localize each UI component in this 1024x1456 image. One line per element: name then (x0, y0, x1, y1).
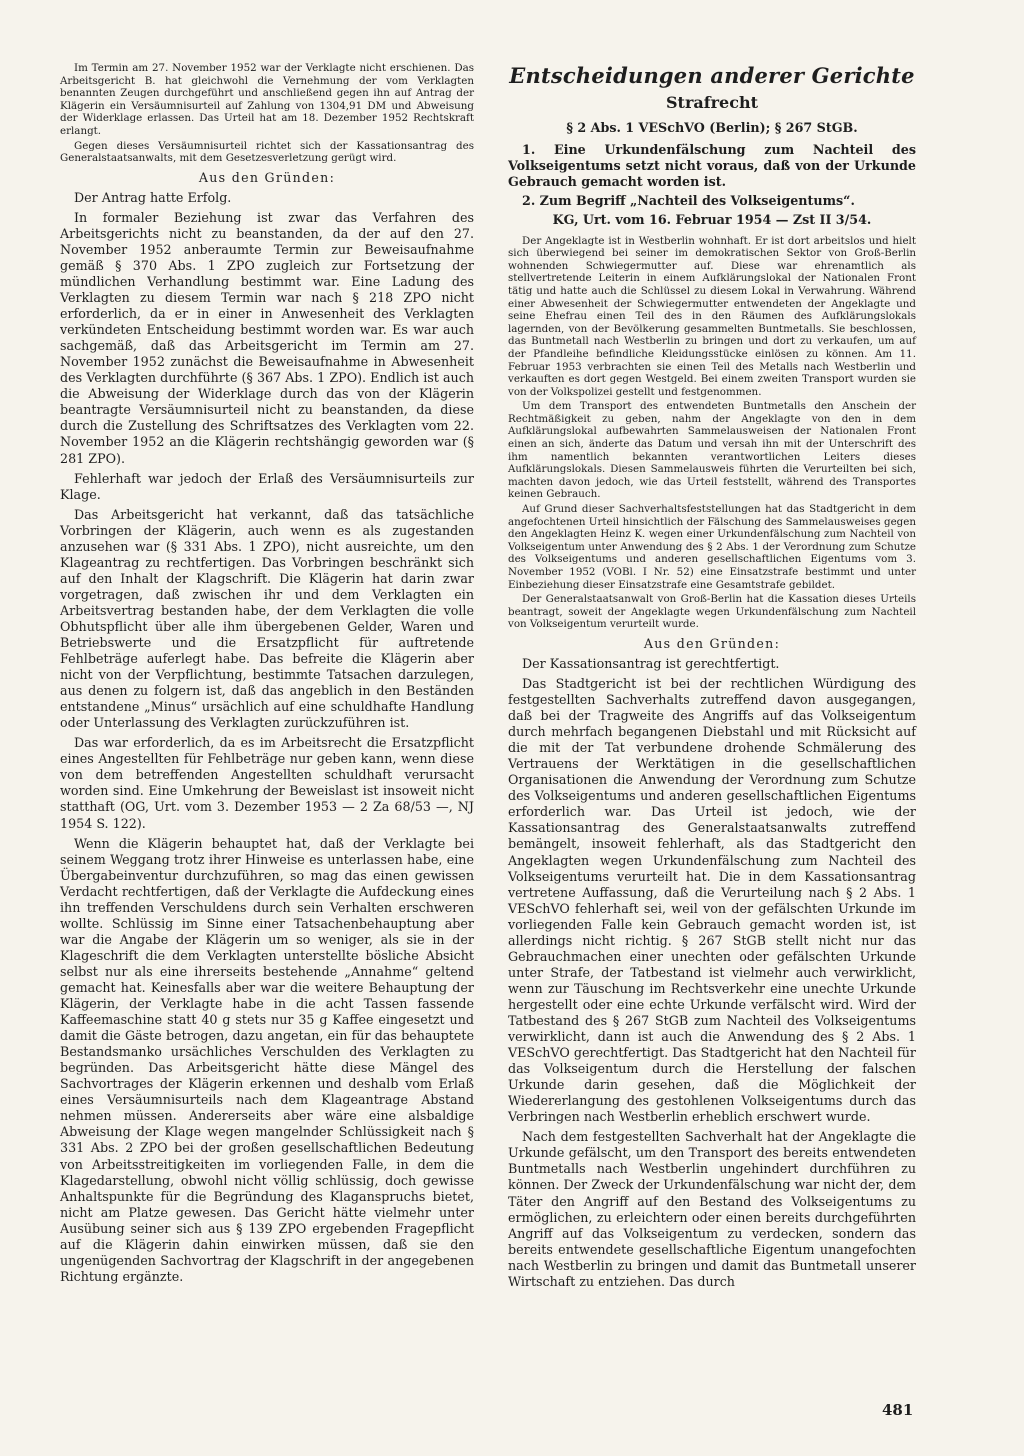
body-paragraph: In formaler Beziehung ist zwar das Verfahren des Arbeitsgerichts nicht zu beanstanden, da der auf den 27. November 1952 anberaumte Termin zur Beweisaufnahme gemäß § 370 Abs. 1 ZPO zugleich zur Fortsetzung der mündlichen Verhandlung bestimmt war. Eine Ladung des Verklagten zu diesem Termin war nach § 218 ZPO nicht erforderlich, da er in einer in Anwesenheit des Verklagten verkündeten Entscheidung bestimmt worden war. Es war auch sachgemäß, daß das Arbeitsgericht im Termin am 27. November 1952 zunächst die Beweisaufnahme in Abwesenheit des Verklagten durchführte (§ 367 Abs. 1 ZPO). Endlich ist auch die Abweisung der Widerklage durch das von der Klägerin beantragte Versäumnisurteil nicht zu beanstanden, da diese durch die Zustellung des Schriftsatzes des Verklagten vom 22. November 1952 an die Klägerin rechtshängig geworden war (§ 281 ZPO). (60, 209, 474, 466)
body-paragraph: Wenn die Klägerin behauptet hat, daß der Verklagte bei seinem Weggang trotz ihrer Hinweise es unterlassen habe, eine Übergabeinventur durchzuführen, so mag das einen gewissen Verdacht rechtfertigen, daß der Verklagte die Aufdeckung eines ihn treffenden Verschuldens durch sein Verhalten erschweren wollte. Schlüssig im Sinne einer Tatsachenbehauptung aber war die Angabe der Klägerin um so weniger, als sie in der Klageschrift die dem Verklagten unterstellte bösliche Absicht selbst nur als eine ihrerseits bestehende „Annahme“ geltend gemacht hat. Keinesfalls aber war die weitere Behauptung der Klägerin, der Verklagte habe in die acht Tassen fassende Kaffeemaschine statt 40 g stets nur 35 g Kaffee eingesetzt und damit die Gäste betrogen, dazu angetan, ein für das behauptete Bestandsmanko ursächliches Verschulden des Verklagten zu begründen. Das Arbeitsgericht hätte diese Mängel des Sachvortrages der Klägerin erkennen und deshalb vom Erlaß eines Versäumnisurteils nach dem Klageantrage Abstand nehmen müssen. Andererseits aber wäre eine alsbaldige Abweisung der Klage wegen mangelnder Schlüssigkeit nach § 331 Abs. 2 ZPO bei der großen gesellschaftlichen Bedeutung von Arbeitsstreitigkeiten im vorliegenden Falle, in dem die Klagedarstellung, obwohl nicht völlig schlüssig, doch gewisse Anhaltspunkte für die Begründung des Klaganspruchs bietet, nicht am Platze gewesen. Das Gericht hätte vielmehr unter Ausübung seiner sich aus § 139 ZPO ergebenden Fragepflicht auf die Klägerin dahin einwirken müssen, daß sie den ungenügenden Sachvortrag der Klagschrift in der angegebenen Richtung ergänzte. (60, 835, 474, 1284)
body-paragraph: Nach dem festgestellten Sachverhalt hat der Angeklagte die Urkunde gefälscht, um den Transport des bereits entwendeten Buntmetalls nach Westberlin ungehindert durchführen zu können. Der Zweck der Urkundenfälschung war nicht der, dem Täter den Angriff auf den Bestand des Volkseigentums zu ermöglichen, zu erleichtern oder einen bereits durchgeführten Angriff auf das Volkseigentum zu verdecken, sondern das bereits entwendete gesellschaftliche Eigentum unangefochten nach Westberlin zu bringen und damit das Buntmetall unserer Wirtschaft zu entziehen. Das durch (508, 1129, 916, 1289)
left-column (60, 62, 474, 1285)
subsection-title: Strafrecht (666, 93, 758, 112)
body-paragraph: Das Stadtgericht ist bei der rechtlichen Würdigung des festgestellten Sachverhalts zutreffend davon ausgegangen, daß bei der Tragweite des Angriffs auf das Volkseigentum durch mehrfach begangenen Diebstahl und mit Rücksicht auf die mit der Tat verbundene drohende Schmälerung des Vertrauens der Werktätigen in die gesellschaftlichen Organisationen die Anwendung der Verordnung zum Schutze des Volkseigentums und anderen gesellschaftlichen Eigentums erforderlich war. Das Urteil ist jedoch, wie der Kassationsantrag des Generalstaatsanwalts zutreffend bemängelt, insoweit fehlerhaft, als das Stadtgericht den Angeklagten wegen Urkundenfälschung zum Nachteil des Volkseigentums verurteilt hat. Die in dem Kassationsantrag vertretene Auffassung, daß die Verurteilung nach § 2 Abs. 1 VESchVO fehlerhaft sei, weil von der gefälschten Urkunde im vorliegenden Falle kein Gebrauch gemacht worden ist, ist allerdings nicht richtig. § 267 StGB stellt nicht nur das Gebrauchmachen einer unechten oder gefälschten Urkunde unter Strafe, der Tatbestand ist vielmehr auch verwirklicht, wenn zur Täuschung im Rechtsverkehr eine unechte Urkunde hergestellt oder eine echte Urkunde verfälscht wird. Wird der Tatbestand des § 267 StGB zum Nachteil des Volkseigentums verwirklicht, dann ist auch die Anwendung des § 2 Abs. 1 VESchVO gerechtfertigt. Das Stadtgericht hat den Nachteil für das Volkseigentum durch die Herstellung der falschen Urkunde darin gesehen, daß die Möglichkeit der Wiedererlangung des gestohlenen Volkseigentums durch das Verbringen nach Westberlin erheblich erschwert wurde. (508, 676, 916, 1125)
intro-paragraph: Im Termin am 27. November 1952 war der Verklagte nicht erschienen. Das Arbeitsgericht B. hat gleichwohl die Vernehmung der vom Verklagten benannten Zeugen durchgeführt und anschließend gegen ihn auf Antrag der Klägerin ein Versäumnisurteil auf Zahlung von 1304,91 DM und Abweisung der Widerklage erlassen. Das Urteil hat am 18. Dezember 1952 Rechtskraft erlangt. (60, 62, 474, 137)
facts-paragraph: Der Angeklagte ist in Westberlin wohnhaft. Er ist dort arbeitslos und hielt sich überwiegend bei seiner im demokratischen Sektor von Groß-Berlin wohnenden Schwiegermutter auf. Diese war ehrenamtlich als stellvertretende Leiterin in einem Aufklärungslokal der Nationalen Front tätig und hatte auch die Schlüssel zu diesem Lokal in Verwahrung. Während einer Abwesenheit der Schwiegermutter entwendeten der Angeklagte und seine Ehefrau einen Teil des in den Räumen des Aufklärungslokals lagernden, von der Bevölkerung gesammelten Buntmetalls. Sie beschlossen, das Buntmetall nach Westberlin zu bringen und dort zu verkaufen, um auf der Pfandleihe befindliche Kleidungsstücke einlösen zu können. Am 11. Februar 1953 verbrachten sie einen Teil des Metalls nach Westberlin und verkauften es dort gegen Westgeld. Bei einem zweiten Transport wurden sie von der Volkspolizei gestellt und festgenommen. (508, 234, 916, 398)
section-title: Entscheidungen anderer Gerichte (509, 63, 915, 88)
facts-paragraph: Um dem Transport des entwendeten Buntmetalls den Anschein der Rechtmäßigkeit zu geben, nahm der Angeklagte von den in dem Aufklärungslokal aufbewahrten Sammelausweisen der Nationalen Front einen an sich, änderte das Datum und versah ihn mit der Unterschrift des ihm namentlich bekannten verantwortlichen Leiters dieses Aufklärungslokals. Diesen Sammelausweis führten die Verurteilten bei sich, machten davon jedoch, wie das Urteil feststellt, während des Transportes keinen Gebrauch. (508, 400, 916, 501)
body-paragraph: Das Arbeitsgericht hat verkannt, daß das tatsächliche Vorbringen der Klägerin, auch wenn es als zugestanden anzusehen war (§ 331 Abs. 1 ZPO), nicht ausreichte, um den Klageantrag zu rechtfertigen. Das Vorbringen beschränkt sich auf den Inhalt der Klagschrift. Die Klägerin hat darin zwar vorgetragen, daß zwischen ihr und dem Verklagten ein Arbeitsvertrag bestanden habe, der dem Verklagten die volle Obhutspflicht über alle ihm übergebenen Gelder, Waren und Betriebswerte und die Ersatzpflicht für auftretende Fehlbeträge auferlegt habe. Das befreite die Klägerin aber nicht von der Verpflichtung, bestimmte Tatsachen darzulegen, aus denen zu folgern ist, daß das angeblich in den Beständen entstandene „Minus“ ursächlich auf eine schuldhafte Handlung oder Unterlassung des Verklagten zurückzuführen ist. (60, 506, 474, 731)
right-column (508, 62, 916, 1290)
facts-paragraph: Auf Grund dieser Sachverhaltsfeststellungen hat das Stadtgericht in dem angefochtenen Urteil hinsichtlich der Fälschung des Sammelausweises gegen den Angeklagten Heinz K. wegen einer Urkundenfälschung zum Nachteil von Volkseigentum unter Anwendung des § 2 Abs. 1 der Verordnung zum Schutze des Volkseigentums und anderen gesellschaftlichen Eigentums vom 3. November 1952 (VOBl. I Nr. 52) eine Einsatzstrafe bestimmt und unter Einbeziehung dieser Einsatzstrafe eine Gesamtstrafe gebildet. (508, 503, 916, 591)
page-number: 481 (882, 1401, 914, 1419)
facts-paragraph: Der Generalstaatsanwalt von Groß-Berlin hat die Kassation dieses Urteils beantragt, soweit der Angeklagte wegen Urkundenfälschung zum Nachteil von Volkseigentum verurteilt wurde. (508, 593, 916, 631)
grounds-heading: Aus den Gründen: (198, 169, 336, 185)
headnote: 2. Zum Begriff „Nachteil des Volkseigentums“. (522, 193, 855, 209)
body-paragraph: Das war erforderlich, da es im Arbeitsrecht die Ersatzpflicht eines Angestellten für Fehlbeträge nur geben kann, wenn diese von dem betreffenden Angestellten schuldhaft verursacht worden sind. Eine Umkehrung der Beweislast ist insoweit nicht statthaft (OG, Urt. vom 3. Dezember 1953 — 2 Za 68/53 —, NJ 1954 S. 122). (60, 735, 474, 831)
grounds-heading: Aus den Gründen: (643, 635, 781, 651)
body-paragraph: Der Kassationsantrag ist gerechtfertigt. (522, 655, 780, 671)
decision-line: KG, Urt. vom 16. Februar 1954 — Zst II 3/54. (552, 212, 872, 228)
law-reference: § 2 Abs. 1 VESchVO (Berlin); § 267 StGB. (566, 120, 858, 135)
body-paragraph: Fehlerhaft war jedoch der Erlaß des Versäumnisurteils zur Klage. (60, 470, 474, 502)
body-paragraph: Der Antrag hatte Erfolg. (74, 189, 232, 205)
intro-paragraph: Gegen dieses Versäumnisurteil richtet sich der Kassationsantrag des Generalstaatsanwalts, mit dem Gesetzesverletzung gerügt wird. (60, 139, 474, 165)
headnote: 1. Eine Urkundenfälschung zum Nachteil des Volkseigentums setzt nicht voraus, daß von der Urkunde Gebrauch gemacht worden ist. (508, 142, 916, 190)
